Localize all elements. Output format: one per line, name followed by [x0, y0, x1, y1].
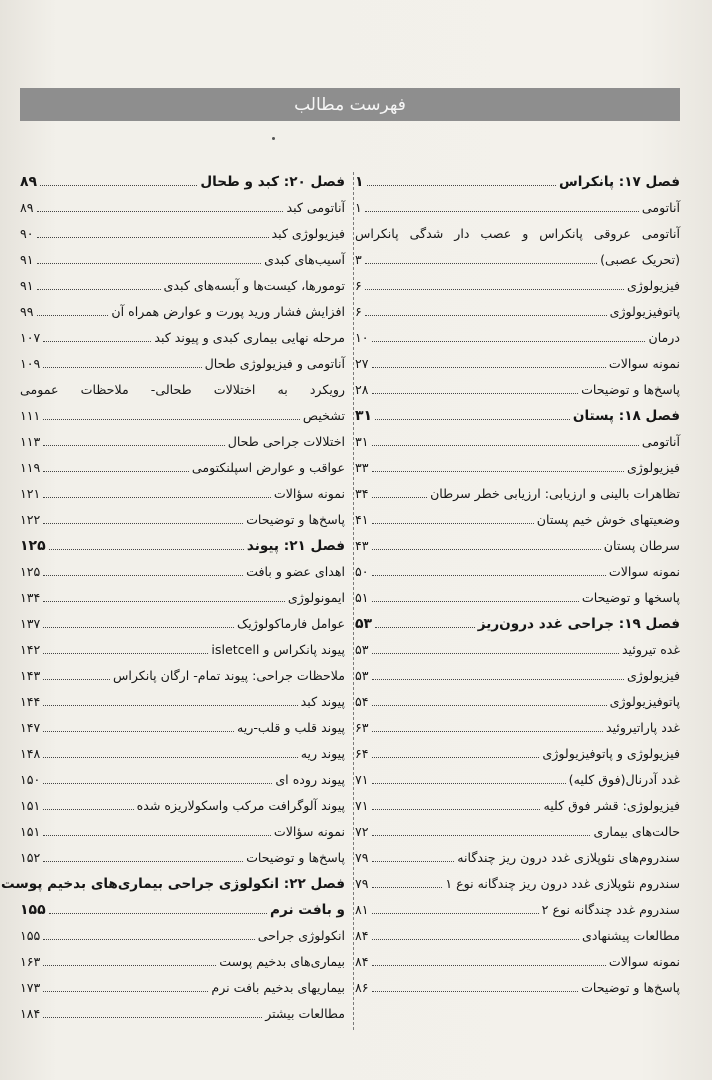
toc-entry-title: فیزیولوژی و پاتوفیزیولوژی [542, 746, 680, 761]
dot-leader [40, 185, 197, 186]
toc-page-number: ۸۱ [355, 902, 369, 917]
toc-entry-title: عوامل فارماکولوژیک [236, 616, 345, 631]
toc-page-number: ۱۴۴ [20, 694, 41, 709]
toc-entry [20, 296, 345, 322]
toc-page-number: ۷۱ [355, 798, 369, 813]
toc-entry [355, 270, 680, 296]
dot-leader [372, 809, 541, 810]
toc-entry [355, 764, 680, 790]
toc-page-number: ۶ [355, 304, 362, 319]
dot-leader [43, 965, 216, 966]
toc-entry [355, 894, 680, 920]
toc-page-number: ۱۸۴ [20, 1006, 41, 1021]
dot-leader [372, 549, 601, 550]
dot-leader [372, 341, 646, 342]
toc-chapter-heading [355, 608, 680, 634]
toc-page-number: ۶۳ [355, 720, 369, 735]
dot-leader [49, 549, 244, 550]
toc-chapter-heading [20, 530, 345, 556]
toc-chapter-heading [355, 166, 680, 192]
dot-leader [375, 419, 570, 420]
toc-entry [355, 348, 680, 374]
toc-entry [20, 192, 345, 218]
toc-page-number: ۱۷۳ [20, 980, 41, 995]
toc-entry [355, 478, 680, 504]
toc-entry-title: فصل ۲۲: انکولوژی جراحی بیماری‌های بدخیم پوست [1, 876, 345, 892]
toc-entry [20, 608, 345, 634]
dot-leader [37, 289, 161, 290]
toc-page-number: ۹۱ [20, 278, 34, 293]
dot-leader [372, 913, 539, 914]
toc-chapter-heading [355, 400, 680, 426]
toc-entry [355, 452, 680, 478]
toc-entry [20, 972, 345, 998]
toc-left-column [1, 166, 345, 1024]
toc-page-number: ۱۱۹ [20, 460, 41, 475]
dot-leader [43, 497, 271, 498]
toc-entry [355, 972, 680, 998]
toc-entry-title: فیزیولوژی [626, 460, 680, 475]
toc-entry-title: فیزیولوژی [626, 278, 680, 293]
toc-entry [20, 634, 345, 660]
toc-entry-title: بیماری‌های بدخیم پوست [219, 954, 345, 969]
toc-entry-title: ایمونولوژی [287, 590, 345, 605]
toc-page-number: ۷۹ [355, 876, 369, 891]
toc-entry-title: فیزیولوژی [626, 668, 680, 683]
toc-entry [355, 712, 680, 738]
toc-page-number: ۱۵۱ [20, 798, 41, 813]
toc-entry [355, 426, 680, 452]
toc-page-number: ۵۳ [355, 616, 373, 632]
toc-page-number: ۲۷ [355, 356, 369, 371]
dot-leader [43, 341, 151, 342]
toc-entry-title: درمان [648, 330, 680, 345]
toc-entry [20, 452, 345, 478]
dot-leader [43, 471, 189, 472]
toc-entry [355, 530, 680, 556]
toc-entry-title: نمونه سوالات [608, 954, 680, 969]
toc-entry [20, 790, 345, 816]
toc-entry-title: انکولوژی جراحی [257, 928, 345, 943]
toc-chapter-heading [20, 166, 345, 192]
dot-leader [372, 393, 579, 394]
toc-entry [355, 816, 680, 842]
toc-page-number: ۳۳ [355, 460, 369, 475]
toc-page-number: ۵۳ [355, 668, 369, 683]
dot-leader [43, 939, 254, 940]
toc-entry-title: اهدای عضو و بافت [246, 564, 345, 579]
toc-entry-title: پیوند ریه [300, 746, 345, 761]
dot-leader [49, 913, 267, 914]
toc-entry-title: پیوند کبد [300, 694, 345, 709]
toc-page-number: ۱ [355, 174, 364, 190]
dot-leader [365, 211, 639, 212]
toc-entry [20, 322, 345, 348]
toc-entry-title: آسیب‌های کبدی [264, 252, 345, 267]
toc-entry [355, 244, 680, 270]
dot-leader [372, 939, 579, 940]
toc-page-number: ۱۵۵ [20, 928, 41, 943]
toc-entry-title: آناتومی و فیزیولوژی طحال [204, 356, 345, 371]
toc-entry [20, 504, 345, 530]
dot-leader [367, 185, 556, 186]
toc-page-number: ۱۲۲ [20, 512, 41, 527]
toc-entry-title: فصل ۲۰: کبد و طحال [200, 174, 345, 190]
toc-entry [355, 218, 680, 244]
toc-entry-title: آناتومی [641, 434, 680, 449]
toc-page-number: ۵۰ [355, 564, 369, 579]
toc-entry-title: نمونه سؤالات [273, 824, 345, 839]
toc-page-number: ۴۱ [355, 512, 369, 527]
toc-page-number: ۱۵۲ [20, 850, 41, 865]
dot-leader [372, 783, 566, 784]
toc-page-number: ۳ [355, 252, 362, 267]
toc-entry [355, 790, 680, 816]
toc-entry-title: بیماریهای بدخیم بافت نرم [211, 980, 345, 995]
dot-leader [372, 705, 607, 706]
toc-page-number: ۵۴ [355, 694, 369, 709]
toc-page-number: ۱۵۱ [20, 824, 41, 839]
toc-page-number: ۳۱ [355, 434, 369, 449]
toc-entry-title: فصل ۱۸: پستان [572, 408, 680, 424]
toc-entry-title: وضعیتهای خوش خیم پستان [536, 512, 680, 527]
toc-entry-title: (تحریک عصبی) [600, 252, 680, 267]
toc-entry [20, 712, 345, 738]
dot-leader [43, 991, 208, 992]
toc-entry [20, 218, 345, 244]
toc-page-number: ۸۴ [355, 928, 369, 943]
toc-entry [355, 504, 680, 530]
toc-entry [20, 920, 345, 946]
toc-entry-title: سندروم غدد چندگانه نوع ۲ [541, 902, 680, 917]
toc-entry-title: آناتومی [641, 200, 680, 215]
dot-leader [372, 601, 579, 602]
toc-entry [355, 946, 680, 972]
toc-entry-title: پاسخ‌ها و توضیحات [246, 850, 345, 865]
page-title: فهرست مطالب [294, 94, 406, 115]
toc-entry [355, 686, 680, 712]
page-title-bar [20, 88, 680, 121]
dot-leader [372, 965, 606, 966]
toc-page-number: ۸۴ [355, 954, 369, 969]
toc-entry [20, 556, 345, 582]
toc-page-number: ۹۹ [20, 304, 34, 319]
toc-entry-title: فصل ۱۹: جراحی غدد درون‌ریز [477, 616, 680, 632]
toc-entry-title: پیوند آلوگرافت مرکب واسکولاریزه شده [136, 798, 345, 813]
dot-leader [43, 367, 201, 368]
toc-page-number: ۳۴ [355, 486, 369, 501]
toc-page-number: ۱۱۱ [20, 408, 41, 423]
toc-entry-title: غدد پاراتیروئید [606, 720, 680, 735]
toc-entry-title: پاسخها و توضیحات [581, 590, 680, 605]
toc-page-number: ۱۱۳ [20, 434, 41, 449]
dot-leader [43, 731, 234, 732]
toc-page-number: ۱۲۱ [20, 486, 41, 501]
toc-entry [20, 478, 345, 504]
toc-entry [20, 686, 345, 712]
dot-leader [372, 523, 534, 524]
dot-leader [43, 1017, 262, 1018]
dot-leader [37, 211, 284, 212]
dot-leader [43, 705, 297, 706]
toc-entry-title: سرطان پستان [603, 538, 680, 553]
dot-leader [43, 627, 234, 628]
toc-entry [355, 738, 680, 764]
dot-leader [372, 653, 619, 654]
toc-entry-title: افزایش فشار ورید پورت و عوارض همراه آن [111, 304, 345, 319]
toc-entry-title: پاسخ‌ها و توضیحات [246, 512, 345, 527]
dot-leader [37, 263, 262, 264]
toc-entry-title: سندروم نئوپلازی غدد درون ریز چندگانه نوع ۱ [445, 876, 680, 891]
dot-leader [372, 445, 639, 446]
toc-page-number: ۹۱ [20, 252, 34, 267]
toc-entry [355, 556, 680, 582]
toc-page-number: ۶۴ [355, 746, 369, 761]
toc-entry [20, 816, 345, 842]
toc-page-number: ۸۹ [20, 200, 34, 215]
toc-page-number: ۱۵۵ [20, 902, 46, 918]
toc-entry-title: پاتوفیزیولوژی [609, 694, 680, 709]
toc-entry-title: آناتومی عروقی پانکراس و عصب دار شدگی پانکراس [355, 226, 680, 241]
toc-page-number: ۷۱ [355, 772, 369, 787]
toc-entry-title: عواقب و عوارض اسپلنکتومی [191, 460, 345, 475]
dot-leader [372, 471, 624, 472]
toc-chapter-heading [20, 894, 345, 920]
toc-entry-title: پیوند روده ای [275, 772, 345, 787]
dot-leader [43, 575, 243, 576]
toc-entry-title: تشخیص [302, 408, 345, 423]
toc-entry-title: فصل ۲۱: پیوند [246, 538, 345, 554]
dot-leader [43, 783, 272, 784]
toc-entry [355, 920, 680, 946]
dot-leader [43, 601, 285, 602]
toc-entry-title: ملاحظات جراحی: پیوند تمام- ارگان پانکراس [112, 668, 345, 683]
toc-page-number: ۱۲۵ [20, 538, 46, 554]
toc-entry-title: و بافت نرم [270, 902, 345, 918]
dot-leader [372, 679, 624, 680]
toc-page-number: ۱۳۷ [20, 616, 41, 631]
toc-entry-title: فیزیولوژی: قشر فوق کلیه [543, 798, 680, 813]
dot-leader [365, 263, 597, 264]
toc-entry [355, 322, 680, 348]
toc-page-number: ۴۳ [355, 538, 369, 553]
toc-entry [355, 582, 680, 608]
dot-leader [43, 653, 208, 654]
dot-leader [37, 315, 109, 316]
toc-entry [355, 374, 680, 400]
toc-chapter-heading [1, 868, 345, 894]
toc-page-number: ۱۴۸ [20, 746, 41, 761]
toc-page-number: ۵۱ [355, 590, 369, 605]
toc-entry-title: نمونه سوالات [608, 356, 680, 371]
dot-leader [375, 627, 475, 628]
toc-entry [355, 296, 680, 322]
toc-page-number: ۱۰ [355, 330, 369, 345]
toc-page-number: ۱۰۷ [20, 330, 41, 345]
toc-entry [355, 842, 680, 868]
dot-leader [43, 809, 133, 810]
toc-page-number: ۱۵۰ [20, 772, 41, 787]
toc-page-number: ۶ [355, 278, 362, 293]
toc-entry-title: پیوند پانکراس و isletcell [211, 642, 345, 657]
toc-entry [20, 738, 345, 764]
dot-leader [372, 367, 606, 368]
dot-leader [372, 861, 455, 862]
toc-entry-title: تظاهرات بالینی و ارزیابی: ارزیابی خطر سرطان [430, 486, 680, 501]
dot-leader [43, 757, 297, 758]
toc-page-number: ۷۲ [355, 824, 369, 839]
dot-leader [372, 757, 540, 758]
dot-leader [372, 731, 603, 732]
toc-entry [20, 348, 345, 374]
toc-entry [20, 244, 345, 270]
toc-entry-title: مرحله نهایی بیماری کبدی و پیوند کبد [154, 330, 345, 345]
toc-page-number: ۱۶۳ [20, 954, 41, 969]
dot-leader [43, 861, 243, 862]
toc-right-column [355, 166, 680, 998]
toc-page-number: ۹۰ [20, 226, 34, 241]
toc-page-number: ۸۹ [20, 174, 38, 190]
dot-leader [372, 835, 591, 836]
dot-leader [37, 237, 269, 238]
toc-page-number: ۸۶ [355, 980, 369, 995]
dot-leader [372, 887, 443, 888]
toc-entry-title: مطالعات پیشنهادی [582, 928, 680, 943]
toc-entry-title: رویکرد به اختلالات طحالی- ملاحظات عمومی [20, 382, 345, 397]
dot-leader [372, 575, 606, 576]
toc-page-number: ۱ [355, 200, 362, 215]
toc-entry-title: نمونه سؤالات [273, 486, 345, 501]
toc-entry-title: سندروم‌های نئوپلازی غدد درون ریز چندگانه [457, 850, 680, 865]
toc-entry [20, 270, 345, 296]
toc-entry-title: اختلالات جراحی طحال [227, 434, 345, 449]
dot-leader [43, 445, 224, 446]
toc-entry [20, 842, 345, 868]
toc-page-number: ۲۸ [355, 382, 369, 397]
toc-page-number: ۱۰۹ [20, 356, 41, 371]
toc-entry [20, 582, 345, 608]
toc-entry [355, 868, 680, 894]
toc-entry [355, 192, 680, 218]
toc-entry [20, 998, 345, 1024]
column-divider [353, 172, 354, 1030]
toc-page-number: ۷۹ [355, 850, 369, 865]
toc-page-number: ۱۴۲ [20, 642, 41, 657]
toc-entry [355, 634, 680, 660]
toc-entry-title: فیزیولوژی کبد [271, 226, 345, 241]
toc-entry-title: فصل ۱۷: پانکراس [558, 174, 680, 190]
toc-page-number: ۱۳۴ [20, 590, 41, 605]
toc-entry [20, 764, 345, 790]
toc-entry-title: حالت‌های بیماری [593, 824, 680, 839]
dot-leader [43, 679, 110, 680]
toc-entry-title: آناتومی کبد [286, 200, 345, 215]
toc-entry-title: غدد آدرنال(فوق کلیه) [568, 772, 680, 787]
toc-entry-title: تومورها، کیست‌ها و آبسه‌های کبدی [163, 278, 345, 293]
toc-entry [355, 660, 680, 686]
toc-entry [20, 660, 345, 686]
dot-leader [365, 289, 624, 290]
toc-page-number: ۱۲۵ [20, 564, 41, 579]
toc-entry-title: مطالعات بیشتر [265, 1006, 345, 1021]
toc-page-number: ۳۱ [355, 408, 373, 424]
toc-page-number: ۱۴۳ [20, 668, 41, 683]
toc-entry [20, 946, 345, 972]
print-speck [272, 137, 275, 140]
toc-page-number: ۵۳ [355, 642, 369, 657]
toc-entry-title: پاسخ‌ها و توضیحات [581, 980, 680, 995]
dot-leader [43, 835, 271, 836]
toc-entry [20, 400, 345, 426]
toc-entry-title: پاتوفیزیولوژی [609, 304, 680, 319]
dot-leader [372, 497, 428, 498]
dot-leader [372, 991, 579, 992]
dot-leader [43, 523, 243, 524]
toc-entry [20, 374, 345, 400]
toc-entry-title: نمونه سوالات [608, 564, 680, 579]
toc-entry-title: غده تیروئید [621, 642, 680, 657]
toc-entry-title: پیوند قلب و قلب-ریه [236, 720, 345, 735]
toc-entry-title: پاسخ‌ها و توضیحات [581, 382, 680, 397]
dot-leader [43, 419, 300, 420]
toc-page-number: ۱۴۷ [20, 720, 41, 735]
dot-leader [365, 315, 607, 316]
toc-entry [20, 426, 345, 452]
